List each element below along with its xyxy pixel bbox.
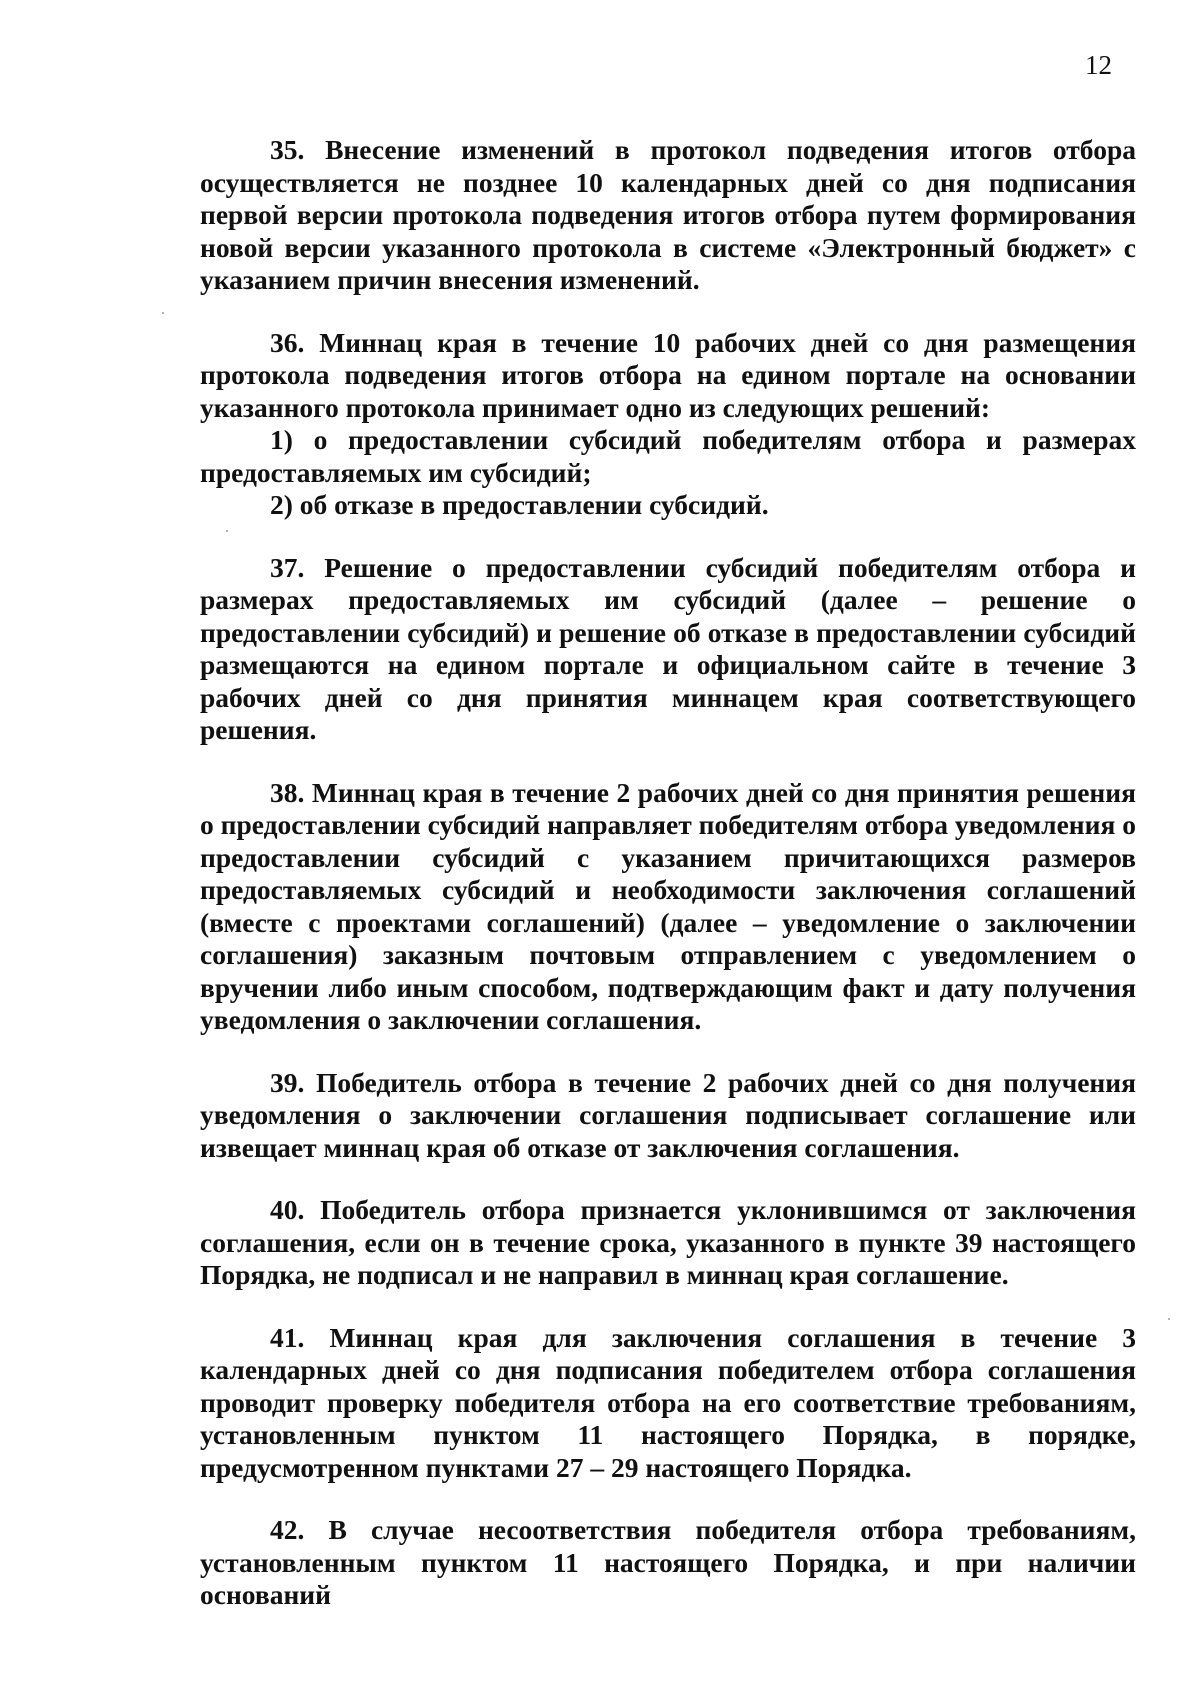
- paragraph-39: 39. Победитель отбора в течение 2 рабочих дней со дня получения уведомления о заключении соглашения подписывает соглашение или извещает миннац края об отказе от заключения соглашения.: [200, 1066, 1136, 1163]
- paragraph-36-item-1: 1) о предоставлении субсидий победителям отбора и размерах предоставляемых им субсидий;: [200, 424, 1136, 488]
- paragraph-41: 41. Миннац края для заключения соглашения в течение 3 календарных дней со дня подписания победителем отбора соглашения проводит проверку победителя отбора на его соответствие требованиям, установленным пунктом 11 настоящего Порядка, в порядке, предусмотренном пунктами 27 – 29 настоящего Порядка.: [200, 1321, 1136, 1483]
- scan-speck: [162, 312, 164, 314]
- paragraph-36-item-2: 2) об отказе в предоставлении субсидий.: [270, 489, 769, 520]
- paragraph-36: [200, 327, 1136, 522]
- document-body: [200, 134, 1136, 1612]
- scan-speck: [1168, 1318, 1170, 1320]
- paragraph-40: 40. Победитель отбора признается уклонившимся от заключения соглашения, если он в течение срока, указанного в пункте 39 настоящего Порядка, не подписал и не направил в миннац края соглашение.: [200, 1194, 1136, 1290]
- paragraph-35: 35. Внесение изменений в протокол подведения итогов отбора осуществляется не позднее 10 календарных дней со дня подписания первой версии протокола подведения итогов отбора путем формирования новой версии указанного протокола в системе «Электронный бюджет» с указанием причин внесения изменений.: [200, 134, 1136, 295]
- page-number: 12: [1085, 50, 1112, 80]
- paragraph-37: 37. Решение о предоставлении субсидий победителям отбора и размерах предоставляемых им субсидий (далее – решение о предоставлении субсидий) и решение об отказе в предоставлении субсидий размещаются на едином портале и официальном сайте в течение 3 рабочих дней со дня принятия миннацем края соответствующего решения.: [200, 551, 1136, 745]
- scan-speck: [226, 530, 228, 532]
- paragraph-42: 42. В случае несоответствия победителя отбора требованиям, установленным пунктом 11 настоящего Порядка, и при наличии оснований: [200, 1514, 1136, 1610]
- paragraph-36-intro: 36. Миннац края в течение 10 рабочих дней со дня размещения протокола подведения итогов отбора на едином портале на основании указанного протокола принимает одно из следующих решений:: [200, 326, 1136, 423]
- paragraph-38: 38. Миннац края в течение 2 рабочих дней со дня принятия решения о предоставлении субсидий направляет победителям отбора уведомления о предоставлении субсидий с указанием причитающихся размеров предоставляемых субсидий и необходимости заключения соглашений (вместе с проектами соглашений) (далее – уведомление о заключении соглашения) заказным почтовым отправлением с уведомлением о вручении либо иным способом, подтверждающим факт и дату получения уведомления о заключении соглашения.: [200, 776, 1136, 1035]
